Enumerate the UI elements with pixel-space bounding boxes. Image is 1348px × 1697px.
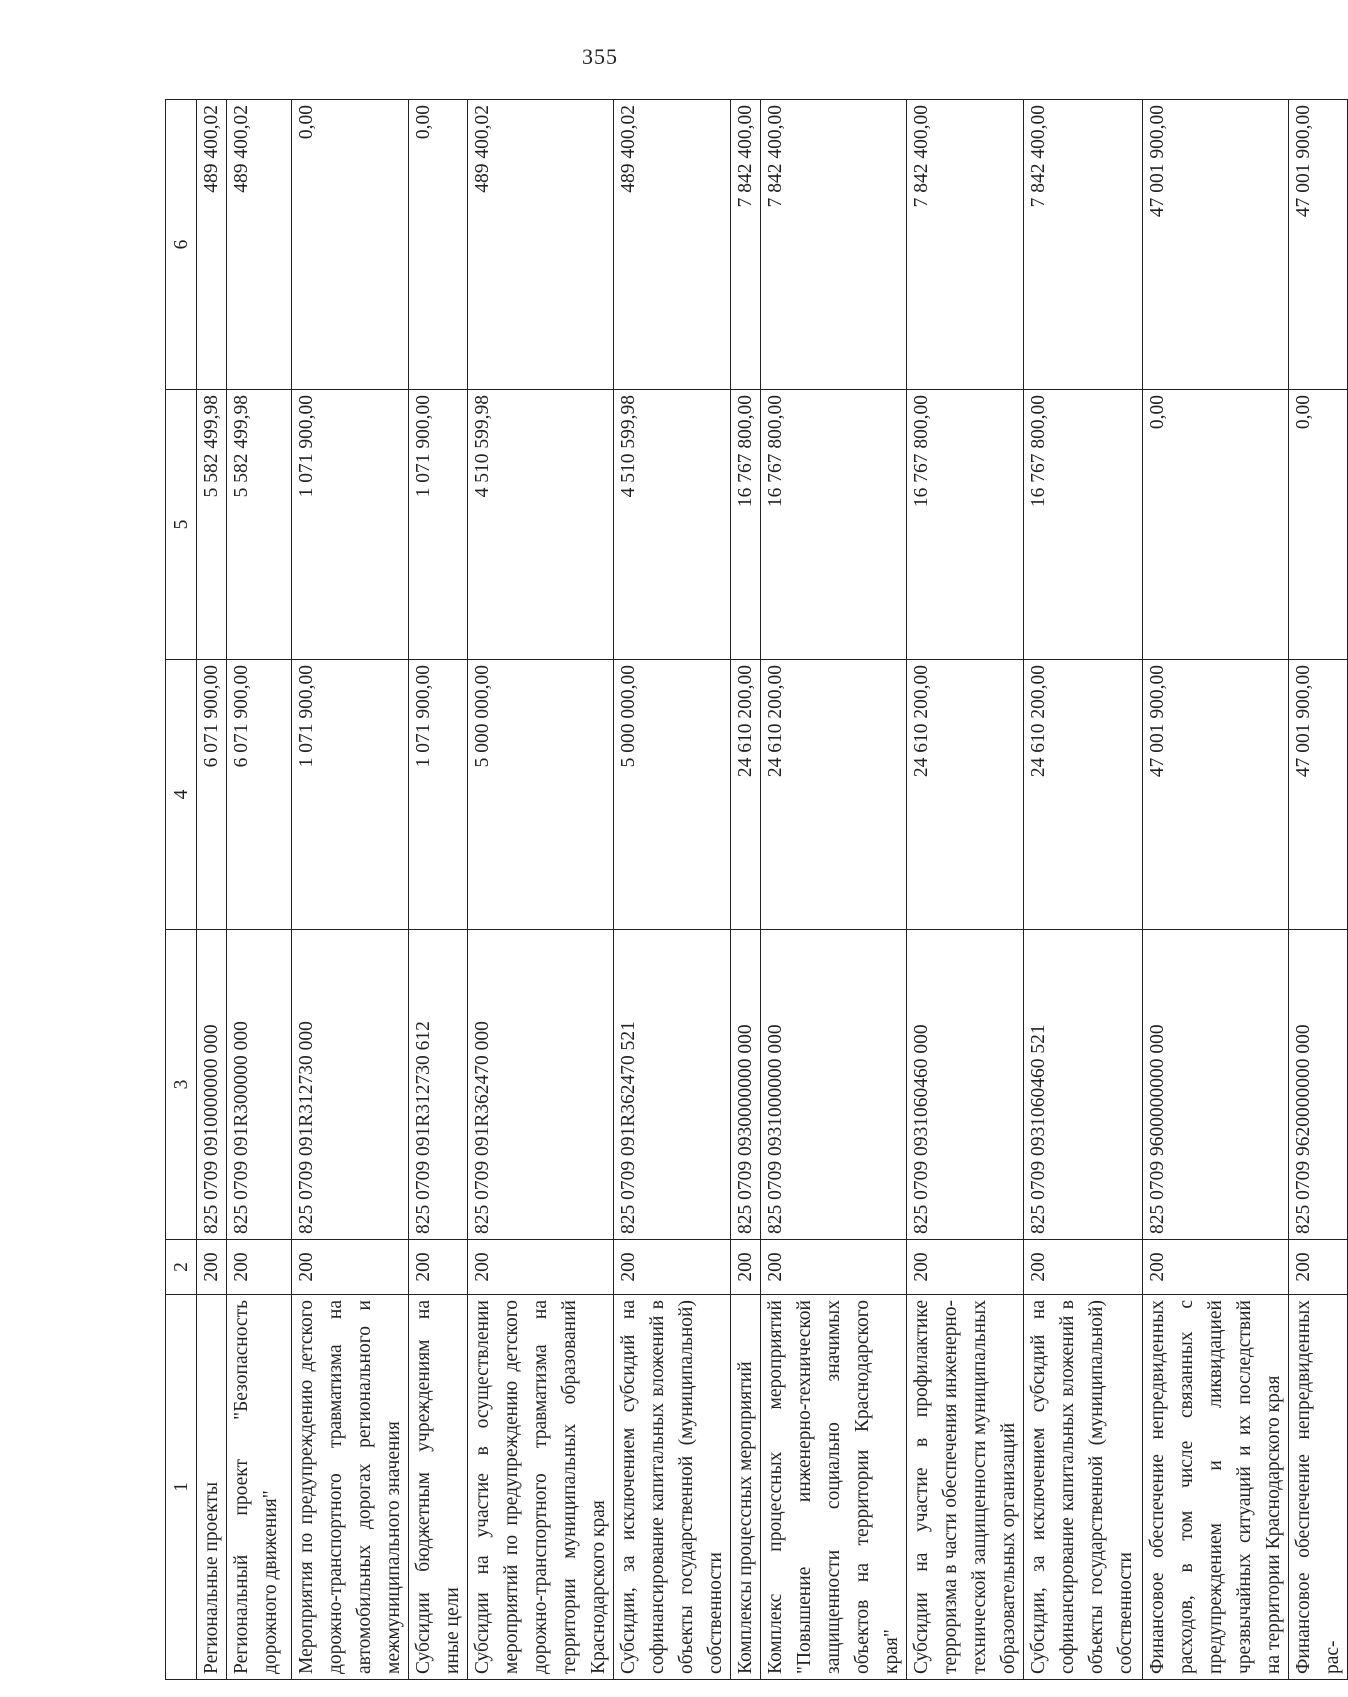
row-amount-remainder: 7 842 400,00 [731, 100, 761, 390]
row-code: 200 [1024, 1240, 1143, 1295]
row-amount-remainder: 0,00 [409, 100, 468, 390]
table-row [1143, 100, 1289, 1680]
table-row [197, 100, 227, 1680]
row-classification: 825 0709 9600000000 000 [1143, 930, 1289, 1240]
row-amount-remainder: 7 842 400,00 [761, 100, 907, 390]
row-amount-executed: 4 510 599,98 [468, 390, 614, 660]
table-row [1289, 100, 1348, 1680]
row-code: 200 [731, 1240, 761, 1295]
row-amount-total: 24 610 200,00 [761, 660, 907, 930]
row-classification: 825 0709 091R362470 000 [468, 930, 614, 1240]
row-amount-executed: 0,00 [1289, 390, 1348, 660]
row-amount-executed: 5 582 499,98 [197, 390, 227, 660]
row-classification: 825 0709 0931060460 521 [1024, 930, 1143, 1240]
row-name: Региональные проекты [197, 1295, 227, 1680]
row-amount-remainder: 489 400,02 [227, 100, 292, 390]
table-row [292, 100, 409, 1680]
row-code: 200 [1143, 1240, 1289, 1295]
row-name: Региональный проект "Безопасность дорожного движения" [227, 1295, 292, 1680]
row-amount-executed: 5 582 499,98 [227, 390, 292, 660]
header-cell: 5 [166, 390, 197, 660]
row-classification: 825 0709 091R362470 521 [614, 930, 731, 1240]
row-name: Субсидии на участие в профилактике терроризма в части обеспечения инженерно-технической защищенности муниципальных образовательных организаций [907, 1295, 1024, 1680]
row-name: Комплексы процессных мероприятий [731, 1295, 761, 1680]
table-row [761, 100, 907, 1680]
row-amount-remainder: 489 400,02 [197, 100, 227, 390]
row-name: Субсидии на участие в осуществлении мероприятий по предупреждению детского дорожно-транспортного травматизма на территории муниципальных образований Краснодарского края [468, 1295, 614, 1680]
row-classification: 825 0709 9620000000 000 [1289, 930, 1348, 1240]
header-cell: 1 [166, 1295, 197, 1680]
row-amount-total: 47 001 900,00 [1289, 660, 1348, 930]
row-amount-total: 24 610 200,00 [731, 660, 761, 930]
row-amount-executed: 16 767 800,00 [1024, 390, 1143, 660]
row-amount-total: 24 610 200,00 [907, 660, 1024, 930]
row-amount-total: 47 001 900,00 [1143, 660, 1289, 930]
header-cell: 6 [166, 100, 197, 390]
row-amount-remainder: 489 400,02 [614, 100, 731, 390]
table-row [409, 100, 468, 1680]
header-cell: 2 [166, 1240, 197, 1295]
row-amount-total: 5 000 000,00 [614, 660, 731, 930]
row-classification: 825 0709 091R312730 000 [292, 930, 409, 1240]
row-amount-executed: 16 767 800,00 [761, 390, 907, 660]
row-amount-total: 1 071 900,00 [409, 660, 468, 930]
row-amount-executed: 1 071 900,00 [409, 390, 468, 660]
table-row [468, 100, 614, 1680]
row-classification: 825 0709 091R312730 612 [409, 930, 468, 1240]
row-name: Субсидии, за исключением субсидий на софинансирование капитальных вложений в объекты государственной (муниципальной) собственности [1024, 1295, 1143, 1680]
row-amount-total: 6 071 900,00 [197, 660, 227, 930]
table-row [907, 100, 1024, 1680]
row-amount-remainder: 7 842 400,00 [1024, 100, 1143, 390]
row-amount-executed: 0,00 [1143, 390, 1289, 660]
row-code: 200 [227, 1240, 292, 1295]
row-amount-total: 24 610 200,00 [1024, 660, 1143, 930]
header-cell: 3 [166, 930, 197, 1240]
header-cell: 4 [166, 660, 197, 930]
table-row [614, 100, 731, 1680]
row-code: 200 [468, 1240, 614, 1295]
row-code: 200 [614, 1240, 731, 1295]
rotated-table-container [165, 100, 1343, 1680]
row-amount-executed: 16 767 800,00 [731, 390, 761, 660]
row-amount-executed: 4 510 599,98 [614, 390, 731, 660]
row-name: Финансовое обеспечение непредвиденных расходов, в том числе связанных с предупреждением и ликвидацией чрезвычайных ситуаций и их последствий на территории Краснодарского края [1143, 1295, 1289, 1680]
page-number: 355 [582, 44, 618, 69]
row-amount-executed: 16 767 800,00 [907, 390, 1024, 660]
row-amount-executed: 1 071 900,00 [292, 390, 409, 660]
row-code: 200 [197, 1240, 227, 1295]
table-row [731, 100, 761, 1680]
row-name: Субсидии, за исключением субсидий на софинансирование капитальных вложений в объекты государственной (муниципальной) собственности [614, 1295, 731, 1680]
row-code: 200 [761, 1240, 907, 1295]
row-amount-remainder: 0,00 [292, 100, 409, 390]
row-classification: 825 0709 0910000000 000 [197, 930, 227, 1240]
row-classification: 825 0709 0931000000 000 [761, 930, 907, 1240]
row-code: 200 [292, 1240, 409, 1295]
row-name: Субсидии бюджетным учреждениям на иные цели [409, 1295, 468, 1680]
row-classification: 825 0709 091R300000 000 [227, 930, 292, 1240]
budget-table [165, 99, 1348, 1680]
row-amount-total: 5 000 000,00 [468, 660, 614, 930]
row-amount-total: 1 071 900,00 [292, 660, 409, 930]
row-amount-remainder: 489 400,02 [468, 100, 614, 390]
row-name: Мероприятия по предупреждению детского дорожно-транспортного травматизма на автомобильных дорогах регионального и межмуниципального значения [292, 1295, 409, 1680]
row-code: 200 [907, 1240, 1024, 1295]
table-row [227, 100, 292, 1680]
row-amount-remainder: 47 001 900,00 [1289, 100, 1348, 390]
row-amount-total: 6 071 900,00 [227, 660, 292, 930]
row-amount-remainder: 47 001 900,00 [1143, 100, 1289, 390]
table-header-row [166, 100, 197, 1680]
row-code: 200 [409, 1240, 468, 1295]
table-row [1024, 100, 1143, 1680]
row-classification: 825 0709 0930000000 000 [731, 930, 761, 1240]
row-classification: 825 0709 0931060460 000 [907, 930, 1024, 1240]
row-name: Финансовое обеспечение непредвиденных рас- [1289, 1295, 1348, 1680]
row-name: Комплекс процессных мероприятий "Повышение инженерно-технической защищенности социально значимых объектов на территории Краснодарского края" [761, 1295, 907, 1680]
row-code: 200 [1289, 1240, 1348, 1295]
row-amount-remainder: 7 842 400,00 [907, 100, 1024, 390]
